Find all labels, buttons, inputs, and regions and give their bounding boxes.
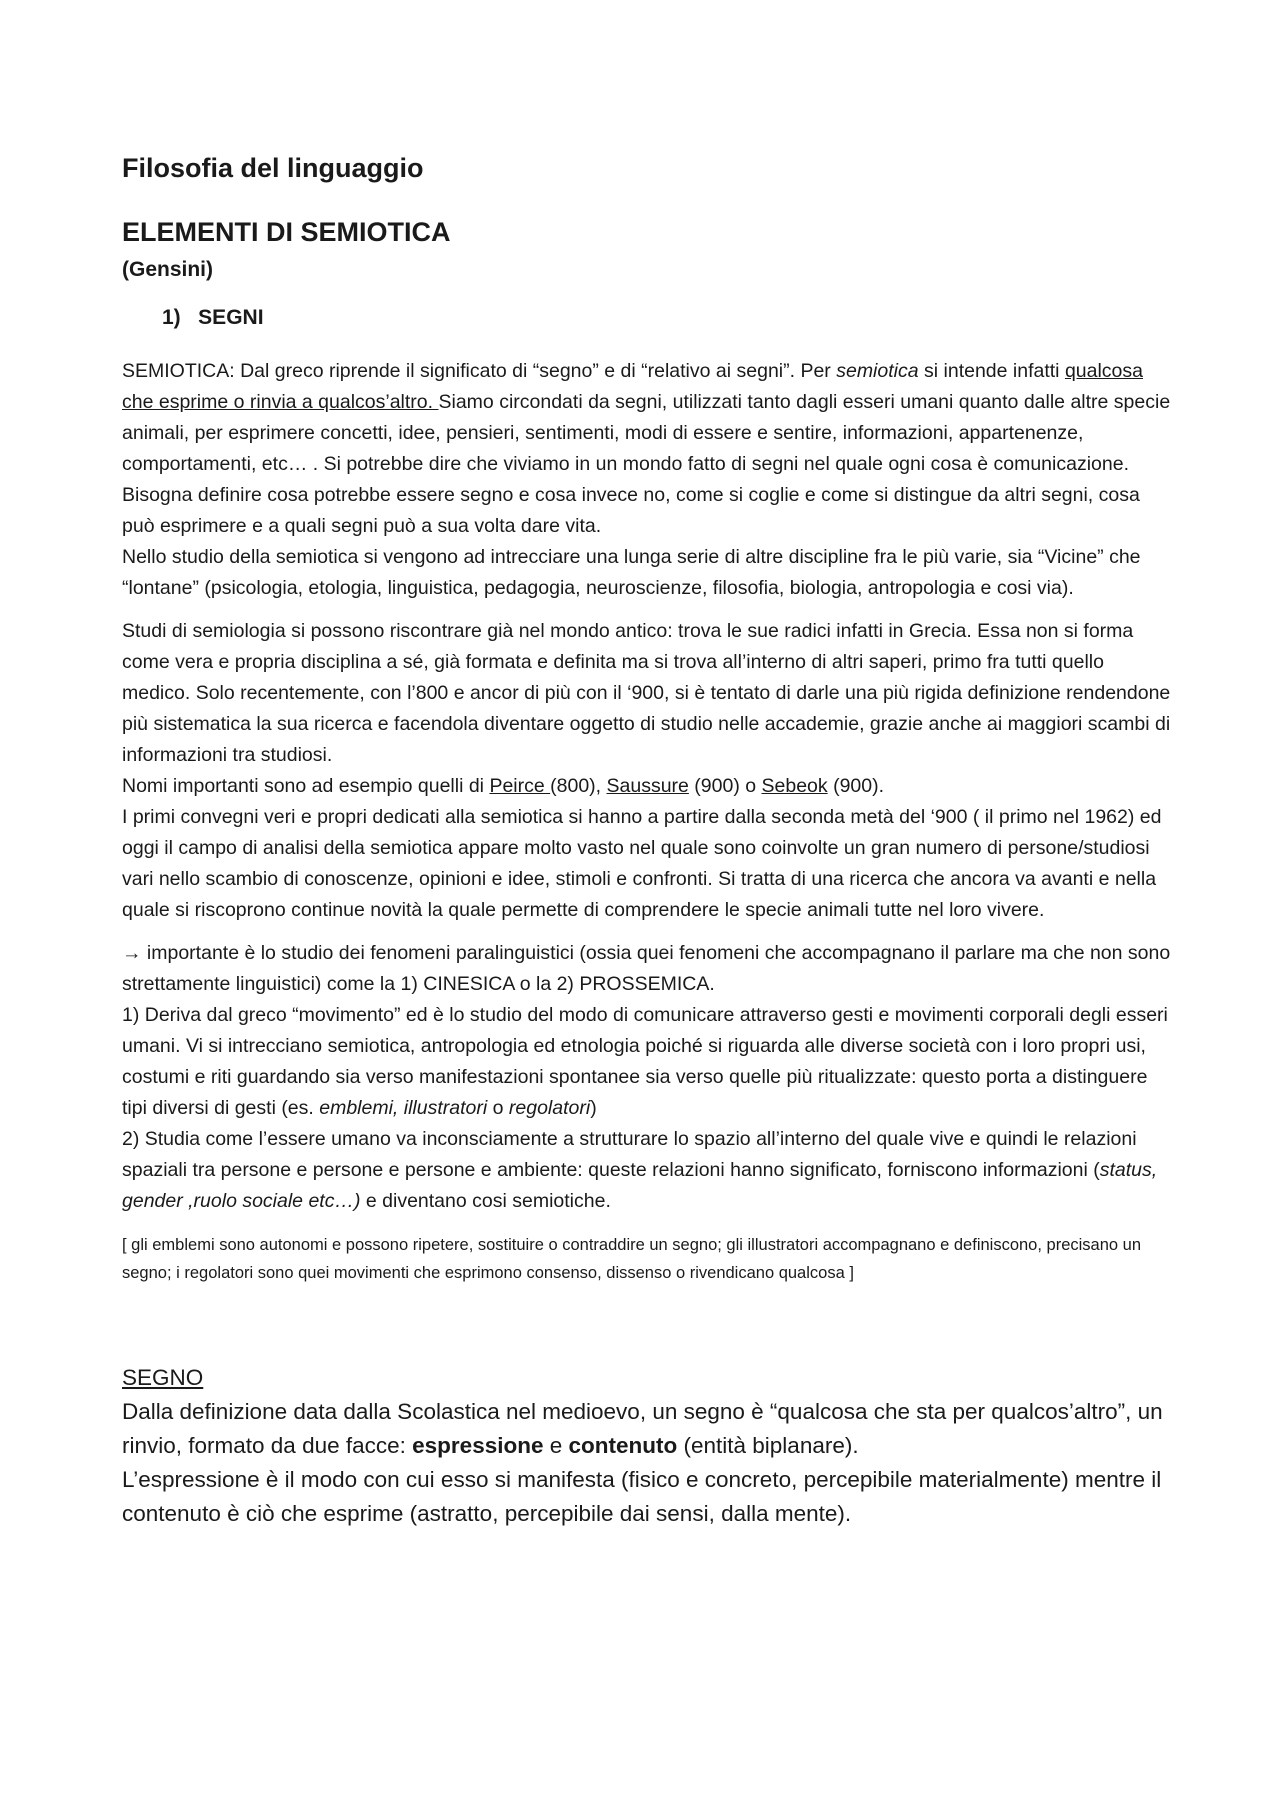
link-peirce: Peirce bbox=[489, 775, 551, 797]
document-page bbox=[122, 150, 1172, 1531]
paragraph-storia: Studi di semiologia si possono riscontrare già nel mondo antico: trova le sue radici infatti in Grecia. Essa non si forma come vera e propria disciplina a sé, già formata e definita ma si trova all’interno di altri saperi, primo fra tutti quello medico. Solo recentemente, con l’800 e ancor di più con il ‘900, si è tentato di darle una più rigida definizione rendendone più sistematica la sua ricerca e facendola diventare oggetto di studio nelle accademie, grazie anche ai maggiori scambi di informazioni tra studiosi. Nomi importanti sono ad esempio quelli di Peirce (800), Saussure (900) o Sebeok (900). I primi convegni veri e propri dedicati alla semiotica si hanno a partire dalla seconda metà del ‘900 ( il primo nel 1962) ed oggi il campo di analisi della semiotica appare molto vasto nel quale sono coinvolte un gran numero di persone/studiosi vari nello scambio di conoscenze, opinioni e idee, stimoli e confronti. Si tratta di una ricerca che ancora va avanti e nella quale si riscoprono continue novità la quale permette di comprendere le specie animali tutte nel loro vivere. bbox=[122, 620, 1171, 921]
paragraph-semiotica: SEMIOTICA: Dal greco riprende il significato di “segno” e di “relativo ai segni”. Per semiotica si intende infatti qualcosa che esprime o rinvia a qualcos’altro. Siamo circondati da segni, utilizzati tanto dagli esseri umani quanto dalle altre specie animali, per esprimere concetti, idee, pensieri, sentimenti, modi di essere e sentire, informazioni, appartenenze, comportamenti, etc… . Si potrebbe dire che viviamo in un mondo fatto di segni nel quale ogni cosa è comunicazione. Bisogna definire cosa potrebbe essere segno e cosa invece no, come si coglie e come si distingue da altri segni, cosa può esprimere e a quali segni può a sua volta dare vita. Nello studio della semiotica si vengono ad intrecciare una lunga serie di altre discipline fra le più varie, sia “Vicine” che “lontane” (psicologia, etologia, linguistica, pedagogia, neuroscienze, filosofia, biologia, antropologia e cosi via). bbox=[122, 360, 1171, 599]
link-saussure: Saussure bbox=[606, 775, 689, 797]
paragraph-paralinguistica: → importante è lo studio dei fenomeni paralinguistici (ossia quei fenomeni che accompagnano il parlare ma che non sono strettamente linguistici) come la 1) CINESICA o la 2) PROSSEMICA. 1) Deriva dal greco “movimento” ed è lo studio del modo di comunicare attraverso gesti e movimenti corporali degli esseri umani. Vi si intrecciano semiotica, antropologia ed etnologia poiché si riguarda alle diverse società con i loro propri usi, costumi e riti guardando sia verso manifestazioni spontanee sia verso quelle più ritualizzate: questo porta a distinguere tipi diversi di gesti (es. emblemi, illustratori o regolatori) 2) Studia come l’essere umano va inconsciamente a strutturare lo spazio all’interno del quale vive e quindi le relazioni spaziali tra persone e persone e persone e ambiente: queste relazioni hanno significato, forniscono informazioni (status, gender ,ruolo sociale etc…) e diventano cosi semiotiche. bbox=[122, 942, 1171, 1212]
document-title: Filosofia del linguaggio bbox=[122, 153, 424, 183]
bracket-note: [ gli emblemi sono autonomi e possono ripetere, sostituire o contraddire un segno; gli illustratori accompagnano e definiscono, precisano un segno; i regolatori sono quei movimenti che esprimono consenso, dissenso o rivendicano qualcosa ] bbox=[122, 1236, 1142, 1282]
chapter-title: ELEMENTI DI SEMIOTICA bbox=[122, 217, 451, 247]
paragraph-segno: Dalla definizione data dalla Scolastica nel medioevo, un segno è “qualcosa che sta per qualcos’altro”, un rinvio, formato da due facce: espressione e contenuto (entità biplanare). L’espressione è il modo con cui esso si manifesta (fisico e concreto, percepibile materialmente) mentre il contenuto è ciò che esprime (astratto, percepibile dai sensi, dalla mente). bbox=[122, 1399, 1163, 1526]
link-sebeok: Sebeok bbox=[761, 775, 828, 797]
section-heading: 1) SEGNI bbox=[162, 306, 264, 329]
segno-heading: SEGNO bbox=[122, 1365, 204, 1390]
author-note: (Gensini) bbox=[122, 258, 214, 281]
